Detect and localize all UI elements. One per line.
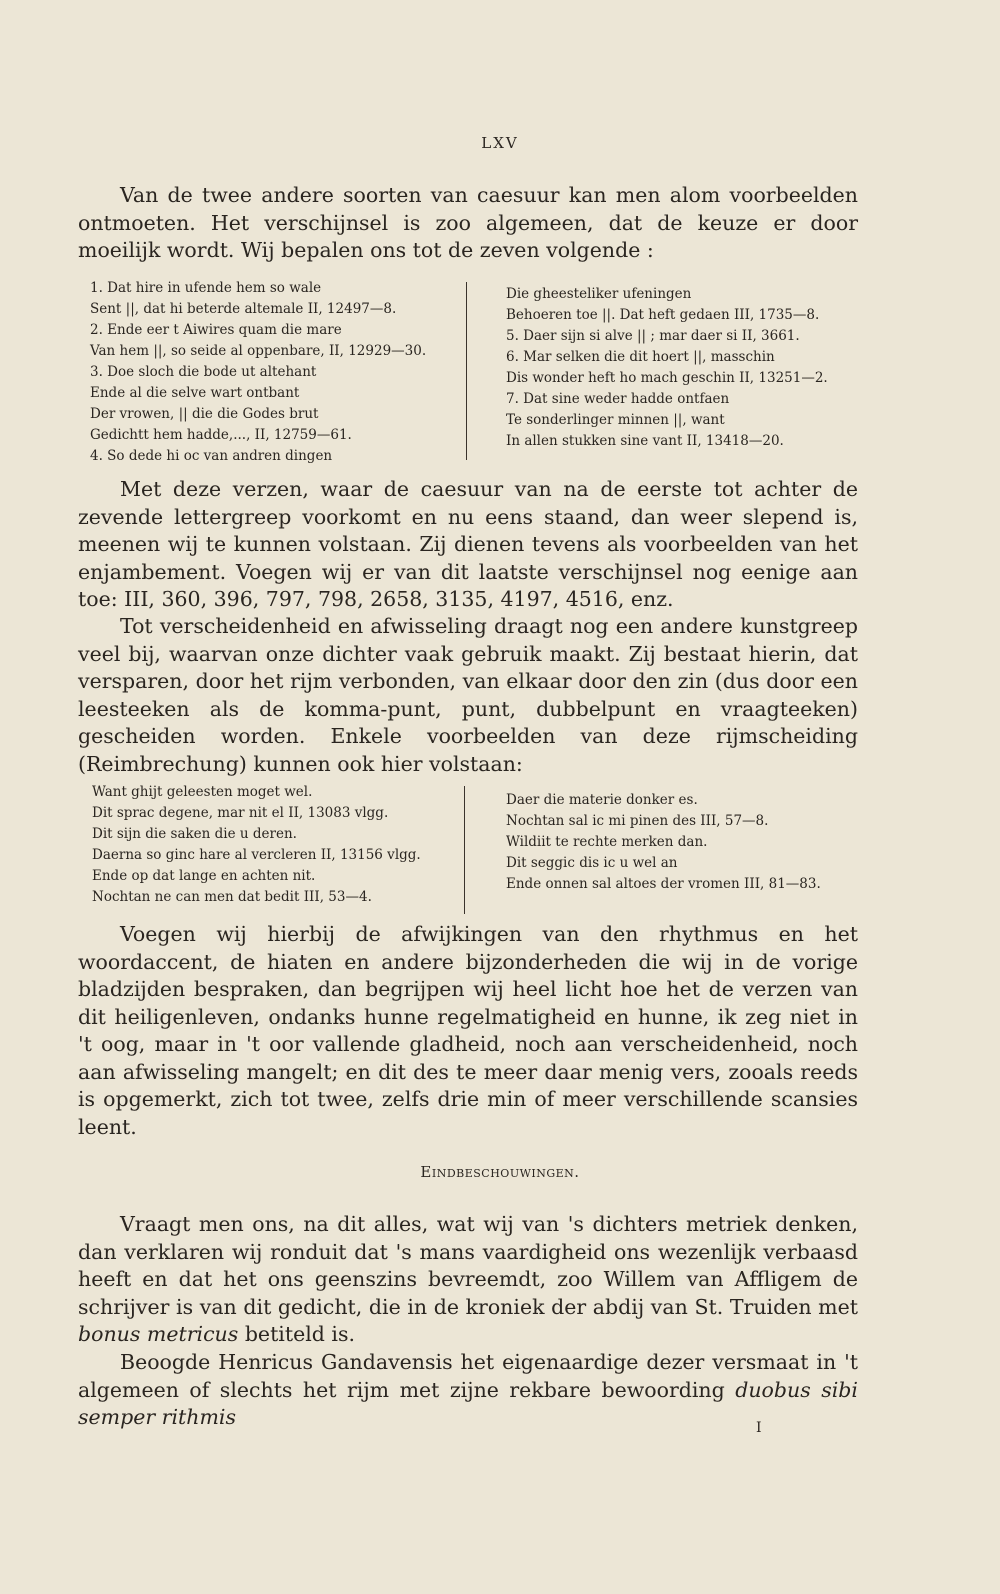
verse-line: Daerna so ginc hare al vercleren II, 13156 vlgg.	[92, 847, 421, 863]
verse-line: Sent ||, dat hi beterde altemale II, 12497—8.	[90, 301, 397, 317]
paragraph-henricus	[78, 1349, 858, 1432]
section-heading: Eindbeschouwingen.	[420, 1163, 580, 1181]
verse-line: 7. Dat sine weder hadde ontfaen	[506, 391, 730, 407]
verse-line: 3. Doe sloch die bode ut altehant	[90, 364, 317, 380]
paragraph-metriek-text: Vraagt men ons, na dit alles, wat wij van 's dichters metriek denken, dan verklaren wij ronduit dat 's mans vaardigheid ons wezenlijk verbaasd heeft en dat het ons geenszins bevreemdt, zoo Willem van Affligem de schrijver is van dit gedicht, die in de kroniek der abdij van St. Truiden met	[78, 1212, 858, 1319]
verse-line: Dit seggic dis ic u wel an	[506, 855, 678, 871]
verse-line: Nochtan sal ic mi pinen des III, 57—8.	[506, 813, 769, 829]
paragraph-metriek	[78, 1211, 858, 1349]
verse-line: Die gheesteliker ufeningen	[506, 286, 692, 302]
verse-divider-2	[464, 786, 465, 914]
verse-line: Dis wonder heft ho mach geschin II, 13251—2.	[506, 370, 828, 386]
verse-divider-1	[466, 282, 467, 460]
verse-line: Ende al die selve wart ontbant	[90, 385, 300, 401]
verse-line: Te sonderlinger minnen ||, want	[506, 412, 725, 428]
paragraph-enjambement	[78, 476, 858, 614]
verse-line: Nochtan ne can men dat bedit III, 53—4.	[92, 889, 372, 905]
paragraph-conclusion	[78, 921, 858, 1141]
signature-mark: I	[756, 1420, 762, 1436]
verse-block-1-left	[90, 278, 426, 467]
verse-line: 4. So dede hi oc van andren dingen	[90, 448, 333, 464]
verse-block-2-left	[92, 782, 421, 908]
paragraph-conclusion-text: Voegen wij hierbij de afwijkingen van den rhythmus en het woordaccent, de hiaten en andere bijzonderheden die wij in de vorige bladzijden bespraken, dan begrijpen wij heel licht hoe het de verzen van dit heiligenleven, ondanks hunne regelmatigheid en hunne, ik zeg niet in 't oog, maar in 't oor vallende gladheid, noch aan verscheidenheid, noch aan afwisseling mangelt; en dit des te meer daar menig vers, zooals reeds is opgemerkt, zich tot twee, zelfs drie min of meer verschillende scansies leent.	[78, 922, 858, 1139]
verse-line: Van hem ||, so seide al oppenbare, II, 12929—30.	[90, 343, 427, 359]
paragraph-enjambement-text: Met deze verzen, waar de caesuur van na de eerste tot achter de zevende lettergreep voorkomt en nu eens staand, dan weer slepend is, meenen wij te kunnen volstaan. Zij dienen tevens als voorbeelden van het enjambement. Voegen wij er van dit laatste verschijnsel nog eenige aan toe: III, 360, 396, 797, 798, 2658, 3135, 4197, 4516, enz.	[78, 477, 858, 611]
verse-line: 2. Ende eer t Aiwires quam die mare	[90, 322, 342, 338]
verse-line: Ende op dat lange en achten nit.	[92, 868, 316, 884]
verse-line: Daer die materie donker es.	[506, 792, 698, 808]
paragraph-intro-text: Van de twee andere soorten van caesuur kan men alom voorbeelden ontmoeten. Het verschijnsel is zoo algemeen, dat de keuze er door moeilijk wordt. Wij bepalen ons tot de zeven volgende :	[78, 183, 858, 262]
verse-line: Gedichtt hem hadde,..., II, 12759—61.	[90, 427, 352, 443]
verse-block-1-right	[506, 284, 828, 452]
verse-block-2-right	[506, 790, 821, 895]
verse-line: Dit sprac degene, mar nit el II, 13083 vlgg.	[92, 805, 389, 821]
verse-line: In allen stukken sine vant II, 13418—20.	[506, 433, 784, 449]
verse-line: Dit sijn die saken die u deren.	[92, 826, 297, 842]
verse-line: 6. Mar selken die dit hoert ||, masschin	[506, 349, 775, 365]
paragraph-metriek-end: betiteld is.	[244, 1322, 356, 1346]
verse-line: 1. Dat hire in ufende hem so wale	[90, 280, 322, 296]
page-number: LXV	[481, 134, 519, 152]
verse-line: Want ghijt geleesten moget wel.	[92, 784, 313, 800]
verse-line: Behoeren toe ||. Dat heft gedaen III, 1735—8.	[506, 307, 820, 323]
verse-line: Wildiit te rechte merken dan.	[506, 834, 708, 850]
paragraph-intro	[78, 182, 858, 265]
paragraph-henricus-text: Beoogde Henricus Gandavensis het eigenaardige dezer versmaat in 't algemeen of slechts het rijm met zijne rekbare bewoording	[78, 1350, 858, 1402]
paragraph-rijmscheiding	[78, 613, 858, 778]
verse-line: Der vrowen, || die die Godes brut	[90, 406, 319, 422]
verse-line: 5. Daer sijn si alve || ; mar daer si II, 3661.	[506, 328, 800, 344]
paragraph-rijmscheiding-text: Tot verscheidenheid en afwisseling draagt nog een andere kunstgreep veel bij, waarvan onze dichter vaak gebruik maakt. Zij bestaat hierin, dat versparen, door het rijm verbonden, van elkaar door den zin (dus door een leesteeken als de komma-punt, punt, dubbelpunt en vraagteeken) gescheiden worden. Enkele voorbeelden van deze rijmscheiding (Reimbrechung) kunnen ook hier volstaan:	[78, 614, 858, 776]
paragraph-henricus-italic: duobus sibi semper rithmis	[78, 1377, 858, 1429]
paragraph-metriek-italic: bonus metricus	[78, 1322, 239, 1346]
verse-line: Ende onnen sal altoes der vromen III, 81—83.	[506, 876, 821, 892]
